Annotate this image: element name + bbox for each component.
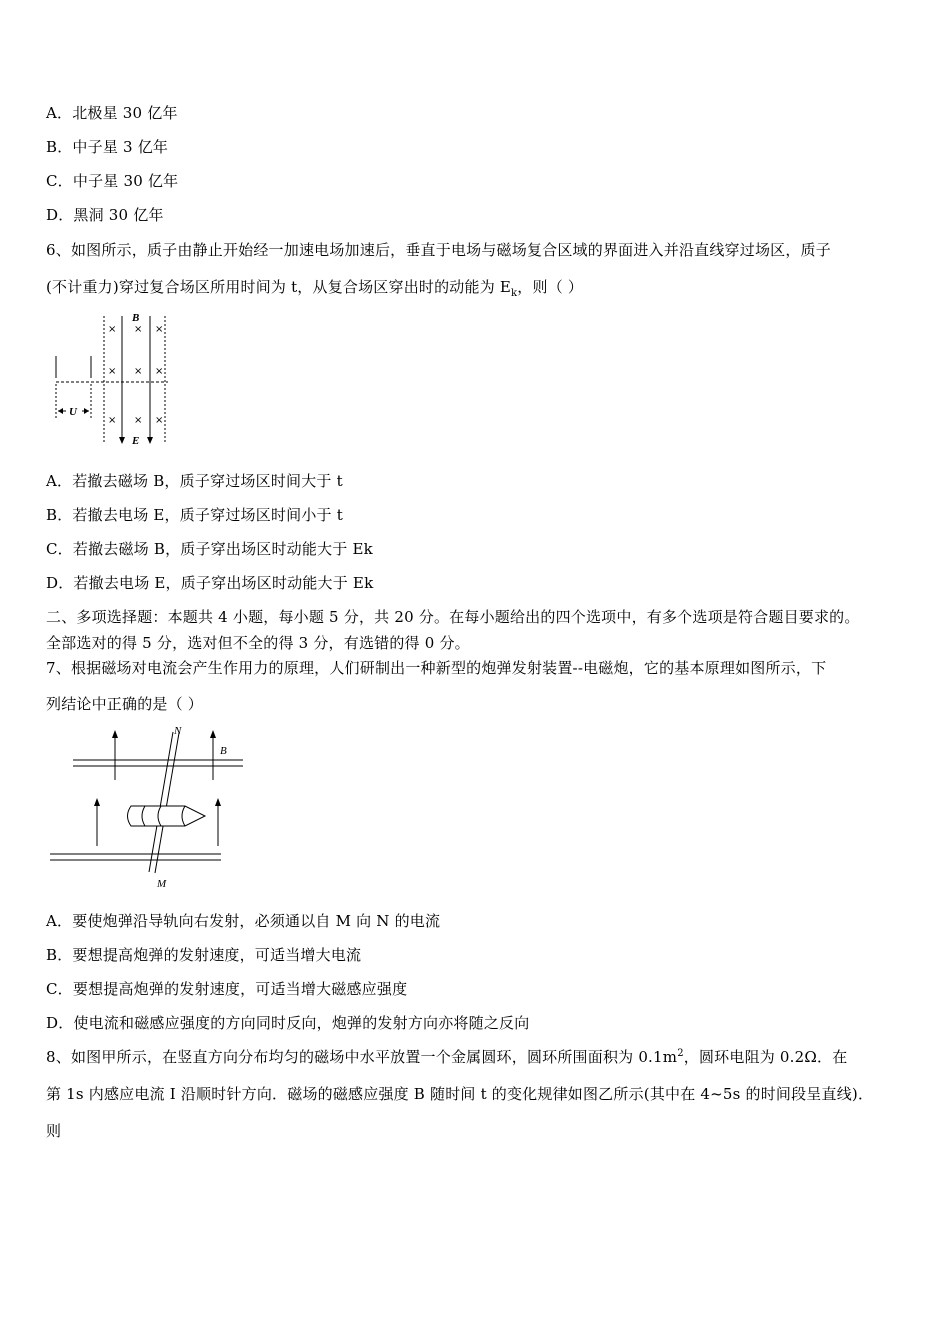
label-E: E [132, 435, 140, 447]
label-M: M [157, 878, 167, 890]
q7-option-c: C．要想提高炮弹的发射速度，可适当增大磁感应强度 [46, 980, 408, 998]
cross-mark: × [134, 324, 143, 335]
q6-stem-line1: 6、如图所示，质子由静止开始经一加速电场加速后，垂直于电场与磁场复合区域的界面进入并沿直线穿过场区，质子 [46, 241, 831, 259]
cross-mark: × [155, 324, 164, 335]
cross-mark: × [155, 415, 164, 426]
cross-mark: × [108, 324, 117, 335]
label-U: U [69, 406, 77, 418]
q6-stem-sub: k [511, 288, 518, 299]
label-B: B [220, 745, 227, 757]
q5-option-d: D．黑洞 30 亿年 [46, 206, 164, 224]
q6-option-c: C．若撤去磁场 B，质子穿出场区时动能大于 Ek [46, 540, 373, 558]
q6-option-a: A．若撤去磁场 B，质子穿过场区时间大于 t [46, 472, 343, 490]
q6-stem-text: (不计重力)穿过复合场区所用时间为 t，从复合场区穿出时的动能为 E [46, 278, 512, 296]
q8-line1-tail: ，圆环电阻为 0.2Ω．在 [683, 1048, 848, 1066]
q7-option-d: D．使电流和磁感应强度的方向同时反向，炮弹的发射方向亦将随之反向 [46, 1014, 530, 1032]
label-B: B [132, 312, 140, 324]
q6-stem-tail: ，则（ ） [517, 278, 584, 296]
q8-line1 [46, 1046, 847, 1067]
q6-figure [50, 310, 175, 450]
q5-option-a: A．北极星 30 亿年 [46, 104, 178, 122]
projectile [128, 806, 206, 826]
q8-line1-sup: 2 [677, 1048, 684, 1059]
cross-mark: × [134, 415, 143, 426]
q8-line2: 第 1s 内感应电流 I 沿顺时针方向．磁场的磁感应强度 B 随时间 t 的变化规律如图乙所示(其中在 4~5s 的时间段呈直线)． [46, 1085, 874, 1103]
q6-option-b: B．若撤去电场 E，质子穿过场区时间小于 t [46, 506, 343, 524]
q7-figure [45, 722, 250, 892]
q6-stem-line2 [46, 276, 583, 299]
cross-mark: × [134, 366, 143, 377]
q5-option-c: C．中子星 30 亿年 [46, 172, 179, 190]
q8-line1-text: 8、如图甲所示，在竖直方向分布均匀的磁场中水平放置一个金属圆环，圆环所围面积为 0.1m [46, 1048, 678, 1066]
cross-mark: × [155, 366, 164, 377]
section2-line2: 全部选对的得 5 分，选对但不全的得 3 分，有选错的得 0 分。 [46, 634, 470, 652]
q7-option-b: B．要想提高炮弹的发射速度，可适当增大电流 [46, 946, 362, 964]
q7-stem-line2: 列结论中正确的是（ ） [46, 695, 203, 713]
field-arrow-1 [119, 437, 125, 444]
section2-line1: 二、多项选择题：本题共 4 小题，每小题 5 分，共 20 分。在每小题给出的四个选项中，有多个选项是符合题目要求的。 [46, 608, 860, 626]
q7-stem-line1: 7、根据磁场对电流会产生作用力的原理，人们研制出一种新型的炮弹发射装置--电磁炮，它的基本原理如图所示，下 [46, 659, 827, 677]
rod-edge [149, 732, 173, 872]
q5-option-b: B．中子星 3 亿年 [46, 138, 169, 156]
q8-line3: 则 [46, 1122, 62, 1140]
q6-option-d: D．若撤去电场 E，质子穿出场区时动能大于 Ek [46, 574, 374, 592]
q7-option-a: A．要使炮弹沿导轨向右发射，必须通以自 M 向 N 的电流 [46, 912, 441, 930]
cross-mark: × [108, 415, 117, 426]
field-arrow-2 [147, 437, 153, 444]
label-N: N [174, 725, 182, 737]
cross-mark: × [108, 366, 117, 377]
